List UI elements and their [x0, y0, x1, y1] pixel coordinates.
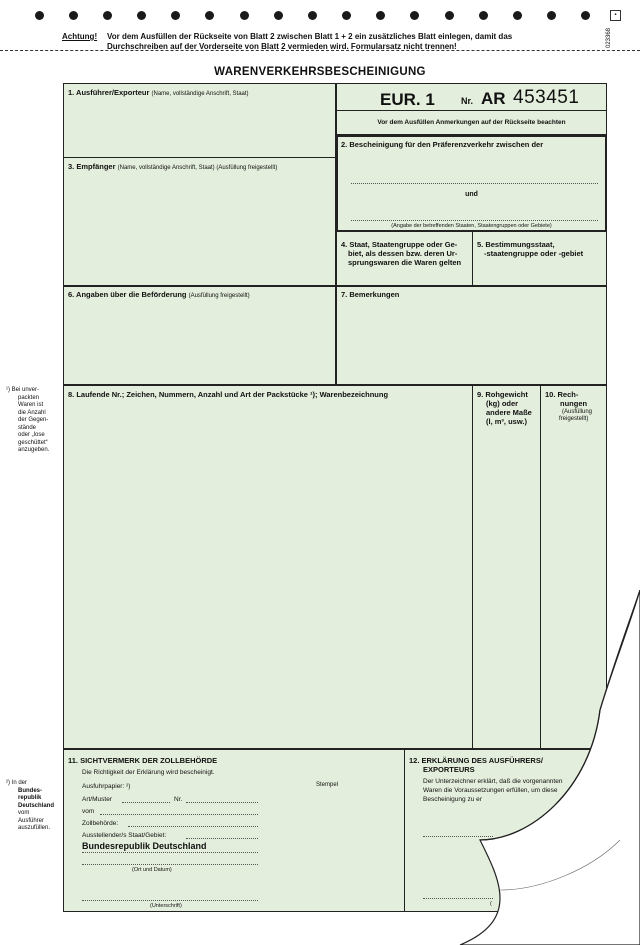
- field-12-title-2: EXPORTEURS: [423, 765, 475, 774]
- note-line: republik: [18, 795, 42, 801]
- note-line: packten: [18, 394, 40, 401]
- punch-hole: [308, 11, 317, 20]
- field-11-art-input[interactable]: [122, 802, 170, 803]
- field-3-title: 3. Empfänger: [68, 162, 116, 171]
- punch-hole: [171, 11, 180, 20]
- corner-mark-icon: ▪: [610, 10, 621, 21]
- margin-note-2: [6, 780, 60, 833]
- field-8-title: 8. Laufende Nr.; Zeichen, Nummern, Anzahl und Art der Packstücke ¹); Warenbezeichnung: [68, 390, 389, 399]
- field-10-line-1: 10. Rech-: [545, 390, 579, 399]
- field-4-line-2: biet, als dessen bzw. deren Ur-: [348, 249, 458, 258]
- field-11-aus-input[interactable]: [186, 838, 258, 839]
- serial-number: 453451: [513, 87, 580, 108]
- divider: [404, 749, 405, 912]
- field-5-line-2: -staatengruppe oder -gebiet: [484, 249, 584, 258]
- warning-line-2: Durchschreiben auf der Vorderseite von Blatt 2 vermieden wird. Formularsatz nicht trennen!: [107, 42, 457, 51]
- field-5-line-1: 5. Bestimmungsstaat,: [477, 240, 555, 249]
- field-11-confirm: Die Richtigkeit der Erklärung wird bescheinigt.: [82, 769, 215, 776]
- note-line: auszufüllen.: [18, 825, 51, 831]
- field-11-zoll-input[interactable]: [128, 826, 258, 827]
- field-3-note: (Name, vollständige Anschrift, Staat) (Ausfüllung freigestellt): [117, 165, 278, 171]
- punch-hole: [445, 11, 454, 20]
- warning-line-1: Vor dem Ausfüllen der Rückseite von Blatt 2 zwischen Blatt 1 + 2 ein zusätzliches Blatt einlegen, damit das: [107, 32, 513, 41]
- punch-hole: [69, 11, 78, 20]
- note-line: die Anzahl: [18, 409, 46, 416]
- divider: [336, 110, 607, 111]
- field-11-nr-input[interactable]: [186, 802, 258, 803]
- field-1-label: [68, 88, 249, 99]
- note-line: Bundes-: [18, 787, 42, 794]
- field-12-text-2: Waren die Voraussetzungen erfüllen, um diese: [423, 787, 558, 794]
- field-9-line-3: andere Maße: [486, 408, 532, 417]
- margin-note-1: [6, 387, 58, 455]
- punch-hole: [513, 11, 522, 20]
- note-line: ²) In der: [6, 780, 28, 786]
- form-code: 023368: [606, 27, 612, 48]
- field-9-line-1: 9. Rohgewicht: [477, 390, 528, 399]
- punch-hole: [240, 11, 249, 20]
- field-6-title: 6. Angaben über die Beförderung: [68, 290, 187, 299]
- divider: [63, 384, 607, 386]
- stamp-area[interactable]: [272, 790, 398, 895]
- field-7-input[interactable]: [339, 301, 604, 381]
- field-9-line-4: (l, m³, usw.): [486, 417, 527, 426]
- field-10-line-4: freigestellt): [559, 416, 589, 422]
- eur-instruction: Vor dem Ausfüllen Anmerkungen auf der Rückseite beachten: [377, 119, 566, 126]
- field-2-und: und: [465, 191, 478, 198]
- punch-hole: [581, 11, 590, 20]
- field-11-art: Art/Muster: [82, 796, 112, 803]
- field-3-label: [68, 162, 277, 173]
- punch-hole: [342, 11, 351, 20]
- field-12-text-3: Bescheinigung zu er: [423, 796, 482, 803]
- field-11-stempel: Stempel: [316, 782, 339, 788]
- field-11-signature-input[interactable]: [82, 900, 258, 901]
- field-11-aus: Ausstellender/s Staat/Gebiet:: [82, 832, 167, 839]
- eur-label: EUR. 1: [380, 90, 435, 109]
- perforation-line: [0, 50, 640, 51]
- field-6-input[interactable]: [66, 301, 332, 381]
- field-11-papier: Ausfuhrpapier: ²): [82, 783, 131, 790]
- serial-prefix: AR: [481, 89, 506, 108]
- field-11-country-line: [82, 852, 258, 853]
- field-12-unterschrift: (: [490, 901, 492, 907]
- field-2-line-1[interactable]: [351, 183, 598, 184]
- field-11-ort-input[interactable]: [82, 864, 258, 865]
- note-line: ¹) Bei unver-: [6, 387, 40, 393]
- nr-label: Nr.: [461, 96, 474, 106]
- field-11-ort: (Ort und Datum): [132, 867, 172, 873]
- field-6-note: (Ausfüllung freigestellt): [188, 293, 250, 299]
- achtung-label: Achtung!: [62, 32, 98, 41]
- field-12-text-1: Der Unterzeichner erklärt, daß die vorgenannten: [423, 778, 563, 785]
- punch-hole: [376, 11, 385, 20]
- punch-hole: [205, 11, 214, 20]
- note-line: anzugeben.: [18, 447, 50, 453]
- field-11-vom-input[interactable]: [100, 814, 258, 815]
- divider: [335, 83, 337, 384]
- note-line: Ausführer: [18, 817, 45, 824]
- field-10-line-2: nungen: [560, 399, 588, 408]
- field-8-input[interactable]: [66, 402, 468, 745]
- punch-hole: [479, 11, 488, 20]
- note-line: stände: [18, 424, 37, 431]
- punch-hole: [103, 11, 112, 20]
- punch-hole: [547, 11, 556, 20]
- field-2-note: (Angabe der betreffenden Staaten, Staatengruppen oder Gebiete): [391, 223, 552, 229]
- field-12-title-1: 12. ERKLÄRUNG DES AUSFÜHRERS/: [409, 756, 543, 765]
- page-curl-icon: [440, 590, 640, 945]
- punch-hole: [137, 11, 146, 20]
- field-1-input[interactable]: [66, 100, 332, 154]
- divider: [63, 157, 336, 158]
- note-line: Deutschland: [18, 802, 55, 809]
- field-6-label: [68, 290, 250, 301]
- field-4-line-1: 4. Staat, Staatengruppe oder Ge-: [341, 240, 458, 249]
- field-11-country: Bundesrepublik Deutschland: [82, 841, 207, 851]
- divider: [472, 232, 473, 285]
- field-10-line-3: (Ausfüllung: [562, 409, 593, 415]
- note-line: der Gegen-: [18, 417, 49, 423]
- field-7-title: 7. Bemerkungen: [341, 290, 400, 299]
- field-11-nr: Nr.: [174, 796, 183, 803]
- note-line: oder „lose: [18, 432, 45, 438]
- divider: [63, 285, 607, 287]
- field-11-zoll: Zollbehörde:: [82, 820, 119, 827]
- field-2-title: 2. Bescheinigung für den Präferenzverkehr zwischen der: [341, 140, 544, 149]
- field-11-vom: vom: [82, 808, 95, 815]
- note-line: vom: [18, 810, 30, 816]
- field-3-input[interactable]: [66, 174, 332, 282]
- field-4-line-3: sprungswaren die Waren gelten: [348, 258, 462, 267]
- field-1-note: (Name, vollständige Anschrift, Staat): [151, 91, 249, 97]
- punch-hole: [274, 11, 283, 20]
- field-2-line-2[interactable]: [351, 220, 598, 221]
- note-line: geschüttet“: [18, 439, 48, 446]
- field-1-title: 1. Ausführer/Exporteur: [68, 88, 150, 97]
- punch-hole: [35, 11, 44, 20]
- field-11-title: 11. SICHTVERMERK DER ZOLLBEHÖRDE: [68, 756, 218, 765]
- page-title: WARENVERKEHRSBESCHEINIGUNG: [214, 66, 426, 78]
- field-11-unterschrift: (Unterschrift): [150, 903, 182, 909]
- note-line: Waren ist: [18, 402, 44, 408]
- punch-hole: [410, 11, 419, 20]
- field-9-line-2: (kg) oder: [486, 399, 519, 408]
